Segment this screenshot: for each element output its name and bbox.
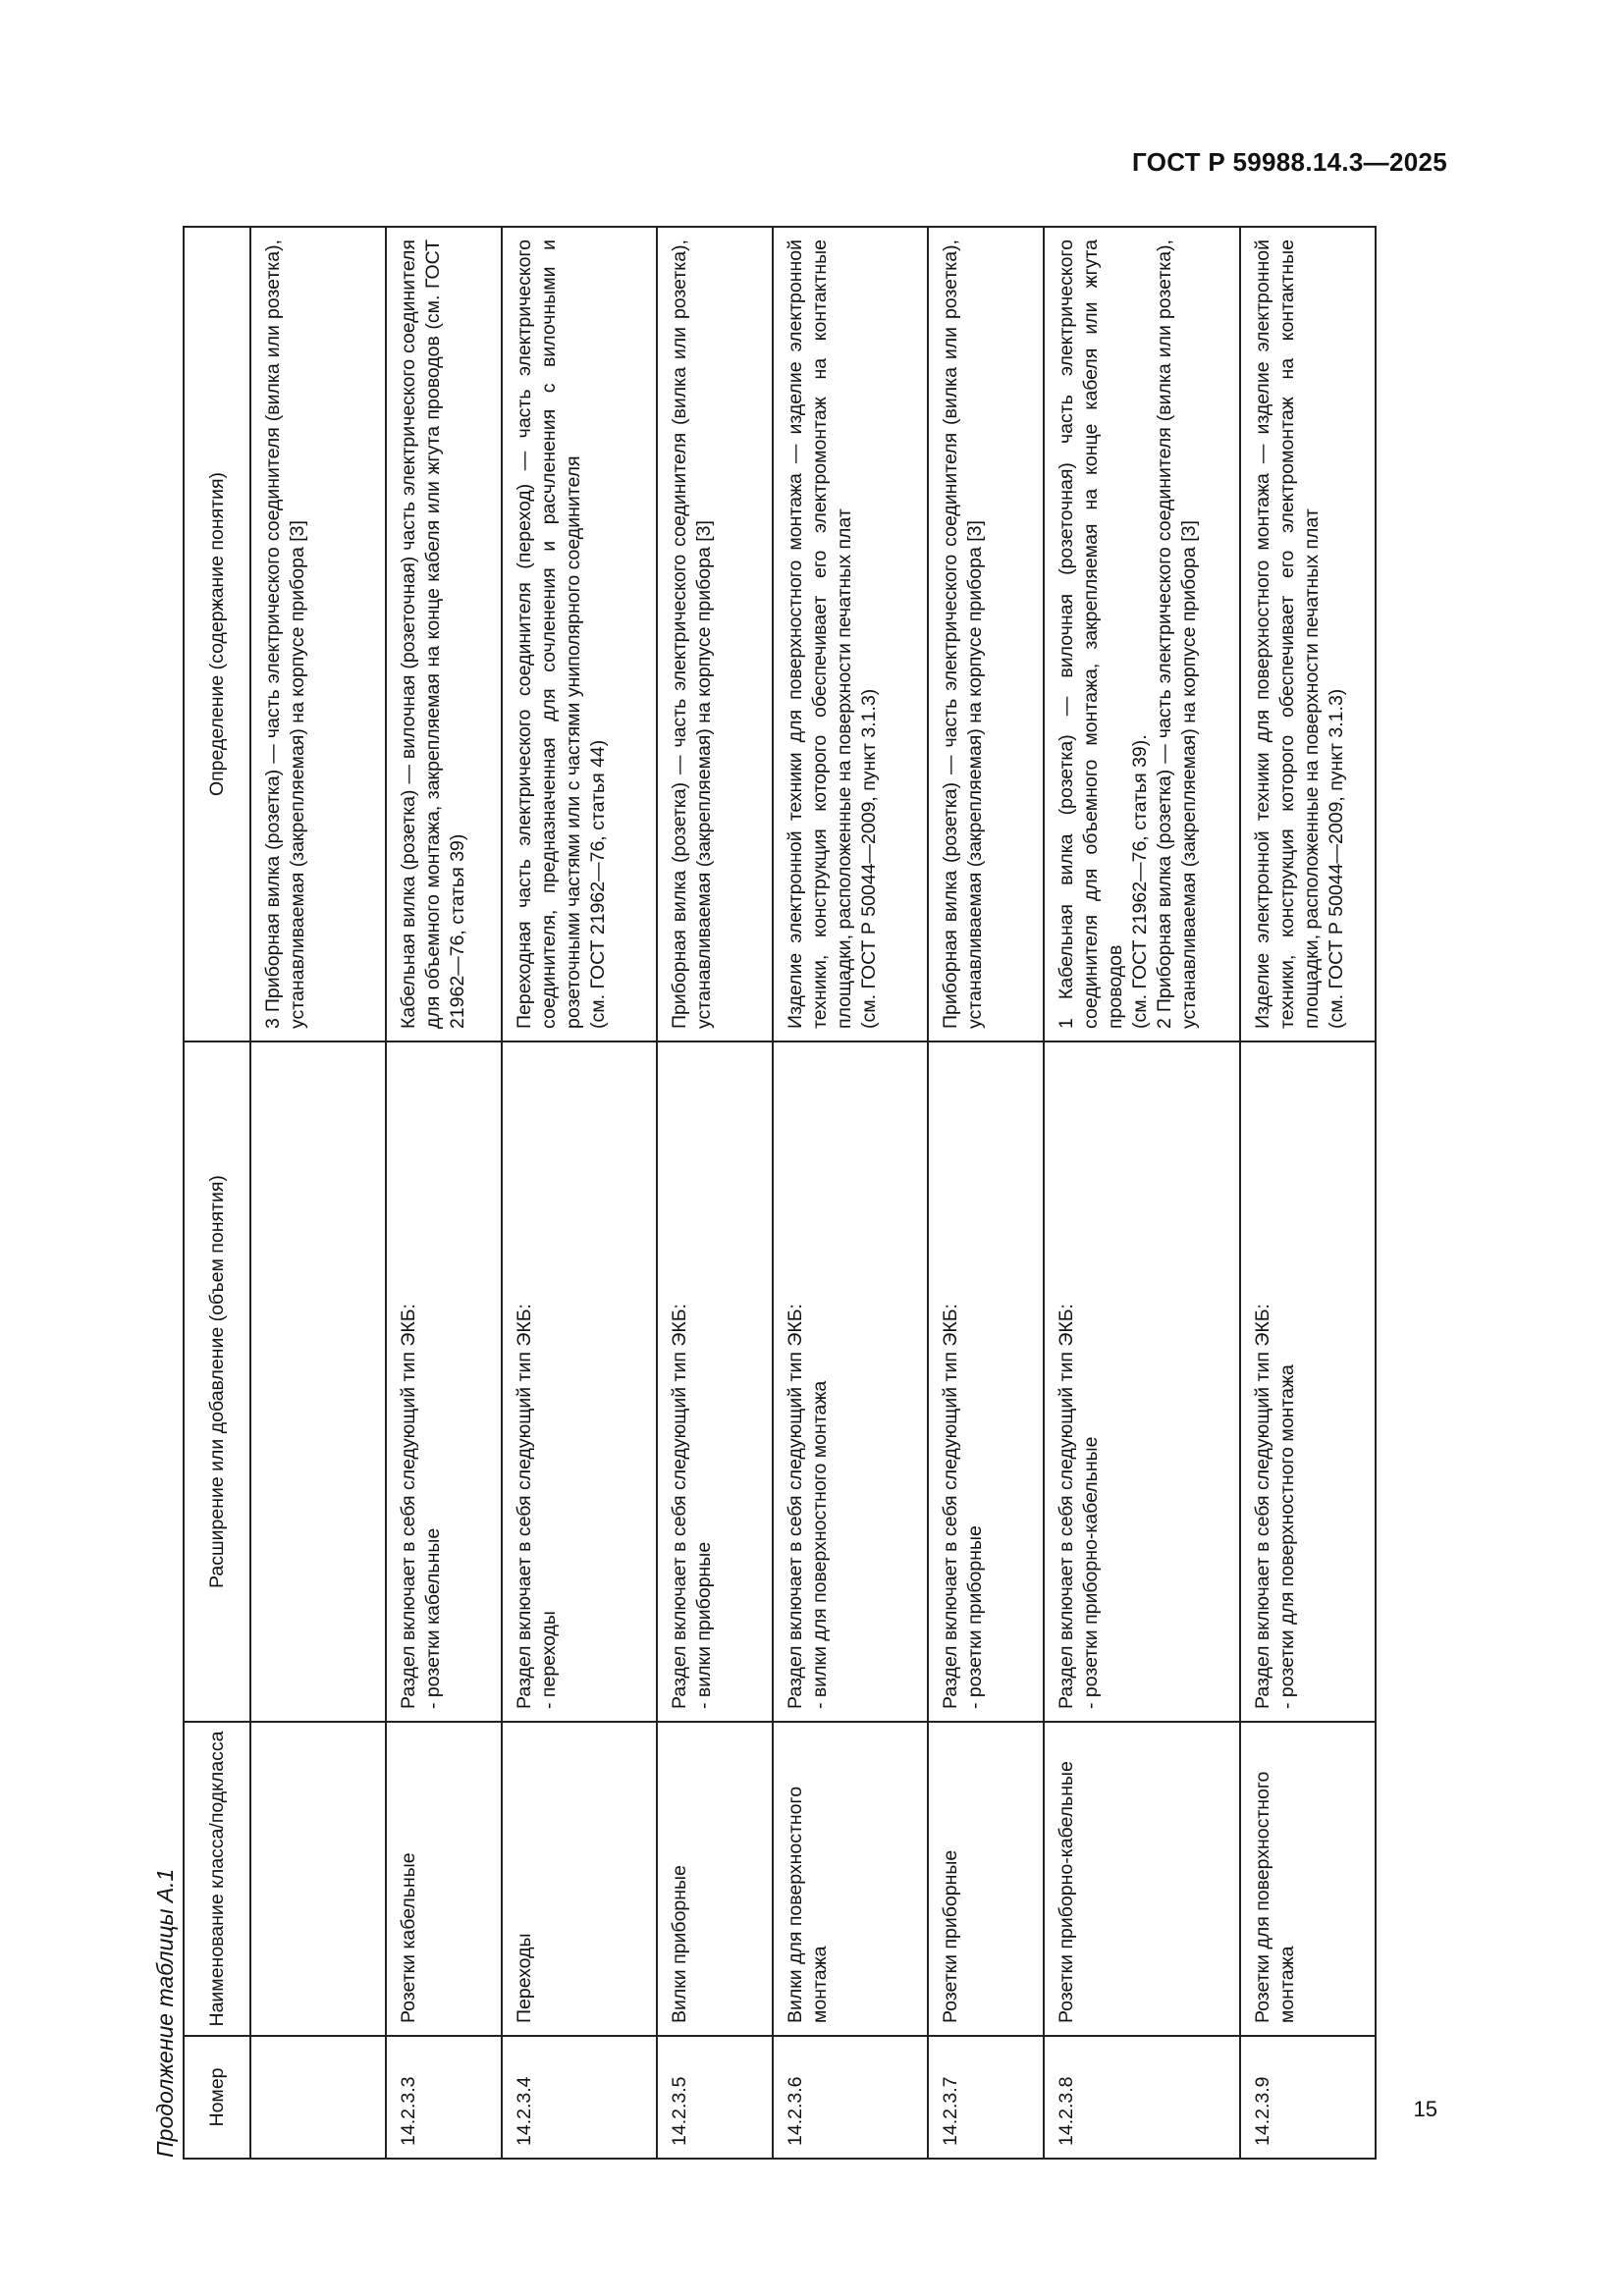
page-number: 15 bbox=[1413, 2097, 1437, 2121]
cell-extension bbox=[502, 1041, 657, 1722]
extension-line: - розетки для поверхностного монтажа bbox=[1276, 1364, 1298, 1709]
cell-number: 14.2.3.4 bbox=[502, 2036, 657, 2159]
classification-table bbox=[183, 226, 1377, 2160]
header-extension: Расширение или добавление (объем понятия) bbox=[184, 1041, 250, 1722]
cell-class-name bbox=[250, 1722, 386, 2036]
doc-code: ГОСТ Р 59988.14.3—2025 bbox=[1132, 147, 1447, 177]
table-row bbox=[928, 227, 1044, 2159]
extension-line: Раздел включает в себя следующий тип ЭКБ: bbox=[785, 1304, 806, 1709]
extension-line: Раздел включает в себя следующий тип ЭКБ: bbox=[514, 1304, 535, 1709]
rotated-table-block bbox=[147, 228, 1377, 2160]
definition-line: (см. ГОСТ Р 50044—2009, пункт 3.1.3) bbox=[1326, 688, 1347, 1029]
cell-number: 14.2.3.5 bbox=[657, 2036, 773, 2159]
cell-class-name: Розетки кабельные bbox=[386, 1722, 502, 2036]
definition-line: Изделие электронной техники для поверхностного монтажа — изделие электронной техники, конструкция которого обеспечивает его электромонтаж на контактные площадки, расположенные на поверхности печатных плат bbox=[1252, 240, 1323, 1029]
header-class-name: Наименование класса/подкласса bbox=[184, 1722, 250, 2036]
cell-extension bbox=[773, 1041, 928, 1722]
header-definition: Определение (содержание понятия) bbox=[184, 227, 250, 1041]
table-header-row bbox=[184, 227, 250, 2159]
cell-class-name: Вилки приборные bbox=[657, 1722, 773, 2036]
cell-definition bbox=[773, 227, 928, 1041]
definition-line: 3 Приборная вилка (розетка) — часть электрического соединителя (вилка или розетка), устанавливаемая (закрепляемая) на корпусе прибора [3] bbox=[262, 240, 308, 1029]
cell-extension bbox=[928, 1041, 1044, 1722]
extension-line: - вилки для поверхностного монтажа bbox=[809, 1380, 831, 1709]
cell-extension bbox=[250, 1041, 386, 1722]
cell-definition bbox=[928, 227, 1044, 1041]
definition-line: Переходная часть электрического соединителя (переход) — часть электрического соединителя, предназначенная для сочленения и расчленения с вилочными и розеточными частями или с частями униполярного соединителя bbox=[514, 240, 584, 1029]
extension-line: - розетки приборно-кабельные bbox=[1080, 1436, 1102, 1709]
table-row bbox=[657, 227, 773, 2159]
definition-line: 2 Приборная вилка (розетка) — часть электрического соединителя (вилка или розетка), устанавливаемая (закрепляемая) на корпусе прибора [3] bbox=[1154, 240, 1200, 1029]
extension-line: Раздел включает в себя следующий тип ЭКБ: bbox=[1056, 1304, 1077, 1709]
cell-extension bbox=[657, 1041, 773, 1722]
extension-line: - розетки приборные bbox=[964, 1525, 986, 1709]
cell-definition bbox=[386, 227, 502, 1041]
cell-number: 14.2.3.9 bbox=[1240, 2036, 1376, 2159]
cell-extension bbox=[1044, 1041, 1240, 1722]
cell-definition bbox=[1044, 227, 1240, 1041]
definition-line: 1 Кабельная вилка (розетка) — вилочная (розеточная) часть электрического соединителя для объемного монтажа, закрепляемая на конце кабеля или жгута проводов bbox=[1056, 240, 1126, 1029]
cell-class-name: Розетки приборные bbox=[928, 1722, 1044, 2036]
header-number: Номер bbox=[184, 2036, 250, 2159]
cell-class-name: Переходы bbox=[502, 1722, 657, 2036]
extension-line: Раздел включает в себя следующий тип ЭКБ: bbox=[669, 1304, 690, 1709]
definition-line: Приборная вилка (розетка) — часть электрического соединителя (вилка или розетка), устанавливаемая (закрепляемая) на корпусе прибора [3] bbox=[940, 240, 986, 1029]
cell-number: 14.2.3.3 bbox=[386, 2036, 502, 2159]
table-row bbox=[1044, 227, 1240, 2159]
table-row bbox=[502, 227, 657, 2159]
cell-definition bbox=[1240, 227, 1376, 1041]
definition-line: Кабельная вилка (розетка) — вилочная (розеточная) часть электрического соединителя для объемного монтажа, закрепляемая на конце кабеля или жгута проводов (см. ГОСТ 21962—76, статья 39) bbox=[398, 240, 468, 1029]
definition-line: Изделие электронной техники для поверхностного монтажа — изделие электронной техники, конструкция которого обеспечивает его электромонтаж на контактные площадки, расположенные на поверхности печатных плат bbox=[785, 240, 855, 1029]
cell-definition bbox=[250, 227, 386, 1041]
extension-line: Раздел включает в себя следующий тип ЭКБ: bbox=[398, 1304, 419, 1709]
cell-class-name: Розетки приборно-кабельные bbox=[1044, 1722, 1240, 2036]
extension-line: Раздел включает в себя следующий тип ЭКБ: bbox=[1252, 1304, 1273, 1709]
definition-line: (см. ГОСТ 21962—76, статья 39). bbox=[1129, 734, 1151, 1029]
cell-class-name: Вилки для поверхностного монтажа bbox=[773, 1722, 928, 2036]
cell-class-name: Розетки для поверхностного монтажа bbox=[1240, 1722, 1376, 2036]
definition-line: (см. ГОСТ Р 50044—2009, пункт 3.1.3) bbox=[858, 688, 880, 1029]
cell-definition bbox=[657, 227, 773, 1041]
cell-number: 14.2.3.6 bbox=[773, 2036, 928, 2159]
extension-line: - розетки кабельные bbox=[422, 1527, 444, 1709]
extension-line: Раздел включает в себя следующий тип ЭКБ: bbox=[940, 1304, 961, 1709]
extension-line: - вилки приборные bbox=[693, 1541, 715, 1709]
cell-extension bbox=[386, 1041, 502, 1722]
cell-number bbox=[250, 2036, 386, 2159]
cell-number: 14.2.3.8 bbox=[1044, 2036, 1240, 2159]
table-row bbox=[386, 227, 502, 2159]
extension-line: - переходы bbox=[538, 1611, 560, 1709]
table-row bbox=[250, 227, 386, 2159]
cell-number: 14.2.3.7 bbox=[928, 2036, 1044, 2159]
cell-definition bbox=[502, 227, 657, 1041]
definition-line: Приборная вилка (розетка) — часть электрического соединителя (вилка или розетка), устанавливаемая (закрепляемая) на корпусе прибора [3] bbox=[669, 240, 715, 1029]
definition-line: (см. ГОСТ 21962—76, статья 44) bbox=[587, 739, 609, 1029]
cell-extension bbox=[1240, 1041, 1376, 1722]
table-caption: Продолжение таблицы А.1 bbox=[152, 1868, 178, 2158]
table-body bbox=[250, 227, 1376, 2159]
table-row bbox=[773, 227, 928, 2159]
table-row bbox=[1240, 227, 1376, 2159]
